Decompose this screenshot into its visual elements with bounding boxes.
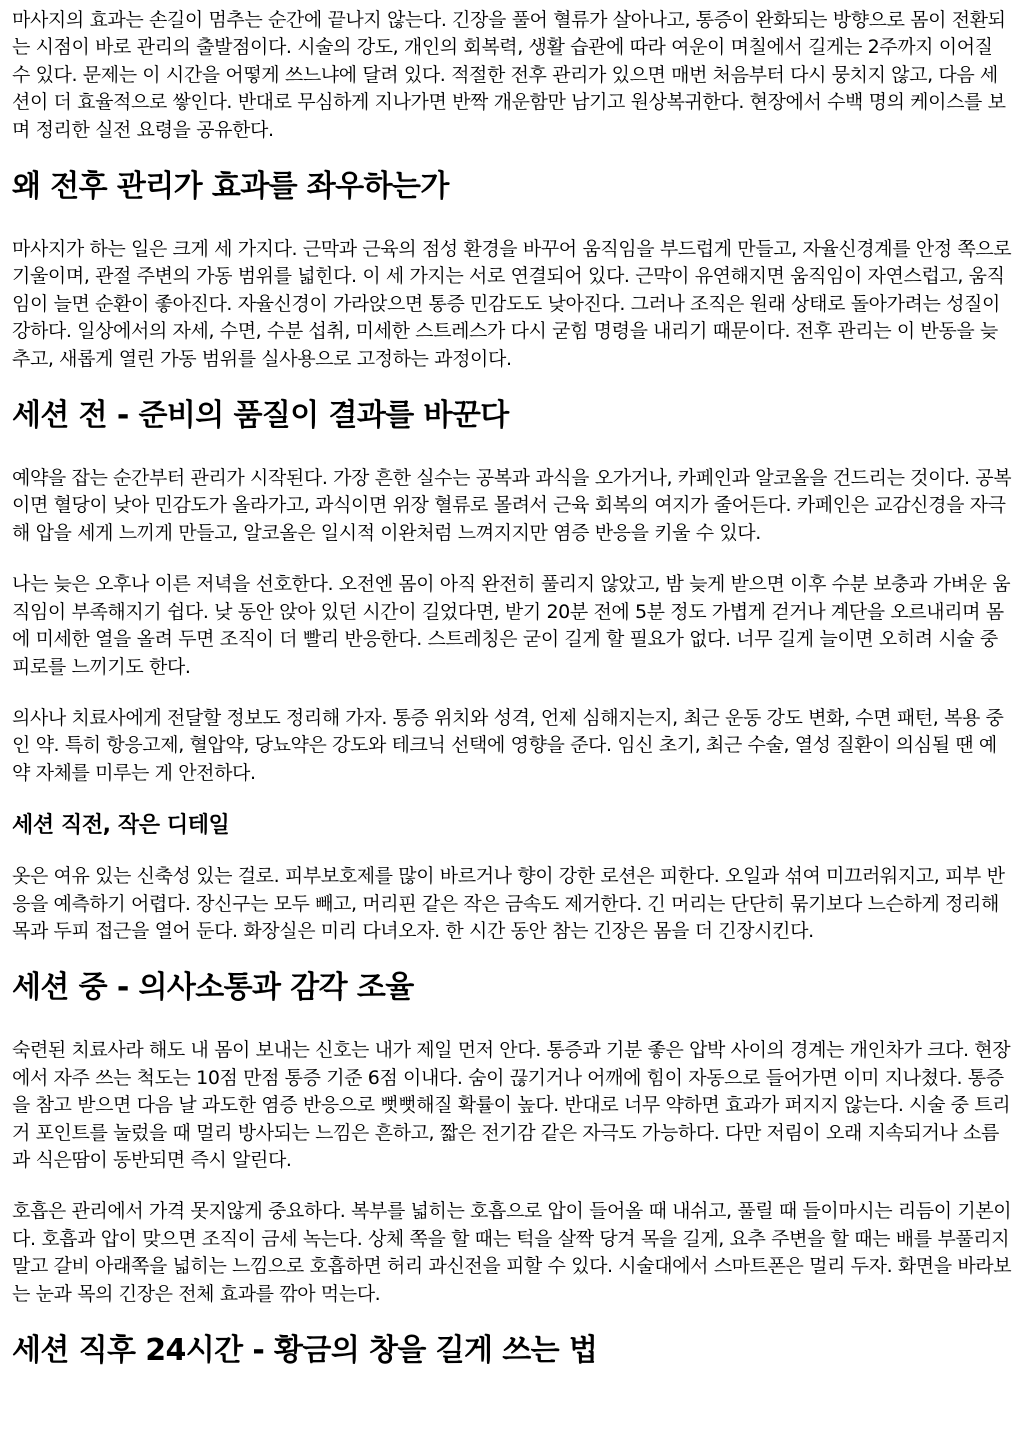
why-paragraph-1: 마사지가 하는 일은 크게 세 가지다. 근막과 근육의 점성 환경을 바꾸어 움직임을 부드럽게 만들고, 자율신경계를 안정 쪽으로 기울이며, 관절 주변의 가동 범위를 넓힌다. 이 세 가지는 서로 연결되어 있다. 근막이 유연해지면 움직임이 자연스럽고, 움직임이 늘면 순환이 좋아진다. 자율신경이 가라앉으면 통증 민감도도 낮아진다. 그러나 조직은 원래 상태로 돌아가려는 성질이 강하다. 일상에서의 자세, 수면, 수분 섭취, 미세한 스트레스가 다시 굳힘 명령을 내리기 때문이다. 전후 관리는 이 반동을 늦추고, 새롭게 열린 가동 범위를 실사용으로 고정하는 과정이다. <box>12 238 1012 370</box>
before-paragraph-3: 의사나 치료사에게 전달할 정보도 정리해 가자. 통증 위치와 성격, 언제 심해지는지, 최근 운동 강도 변화, 수면 패턴, 복용 중인 약. 특히 항응고제, 혈압약, 당뇨약은 강도와 테크닉 선택에 영향을 준다. 임신 초기, 최근 수술, 열성 질환이 의심될 땐 예약 자체를 미루는 게 안전하다. <box>12 706 1004 784</box>
heading-during: 세션 중 - 의사소통과 감각 조율 <box>12 970 414 1006</box>
heading-why: 왜 전후 관리가 효과를 좌우하는가 <box>12 169 449 205</box>
before-paragraph-1: 예약을 잡는 순간부터 관리가 시작된다. 가장 흔한 실수는 공복과 과식을 오가거나, 카페인과 알코올을 건드리는 것이다. 공복이면 혈당이 낮아 민감도가 올라가고, 과식이면 위장 혈류로 몰려서 근육 회복의 여지가 줄어든다. 카페인은 교감신경을 자극해 압을 세게 느끼게 만들고, 알코올은 일시적 이완처럼 느껴지지만 염증 반응을 키울 수 있다. <box>12 467 1012 544</box>
heading-before: 세션 전 - 준비의 품질이 결과를 바꾼다 <box>12 398 509 434</box>
during-paragraph-1: 숙련된 치료사라 해도 내 몸이 보내는 신호는 내가 제일 먼저 안다. 통증과 기분 좋은 압박 사이의 경계는 개인차가 크다. 현장에서 자주 쓰는 척도는 10점 만점 통증 기준 6점 이내다. 숨이 끊기거나 어깨에 힘이 자동으로 들어가면 이미 지나쳤다. 통증을 참고 받으면 다음 날 과도한 염증 반응으로 뻣뻣해질 확률이 높다. 반대로 너무 약하면 효과가 퍼지지 않는다. 시술 중 트리거 포인트를 눌렀을 때 멀리 방사되는 느낌은 흔하고, 짧은 전기감 같은 자극도 가능하다. 다만 저림이 오래 지속되거나 소름과 식은땀이 동반되면 즉시 알린다. <box>12 1039 1011 1171</box>
intro-paragraph: 마사지의 효과는 손길이 멈추는 순간에 끝나지 않는다. 긴장을 풀어 혈류가 살아나고, 통증이 완화되는 방향으로 몸이 전환되는 시점이 바로 관리의 출발점이다. 시술의 강도, 개인의 회복력, 생활 습관에 따라 여운이 며칠에서 길게는 2주까지 이어질 수 있다. 문제는 이 시간을 어떻게 쓰느냐에 달려 있다. 적절한 전후 관리가 있으면 매번 처음부터 다시 뭉치지 않고, 다음 세션이 더 효율적으로 쌓인다. 반대로 무심하게 지나가면 반짝 개운함만 남기고 원상복귀한다. 현장에서 수백 명의 케이스를 보며 정리한 실전 요령을 공유한다. <box>12 9 1006 141</box>
during-paragraph-2: 호흡은 관리에서 가격 못지않게 중요하다. 복부를 넓히는 호흡으로 압이 들어올 때 내쉬고, 풀릴 때 들이마시는 리듬이 기본이다. 호흡과 압이 맞으면 조직이 금세 녹는다. 상체 쪽을 할 때는 턱을 살짝 당겨 목을 길게, 요추 주변을 할 때는 배를 부풀리지 말고 갈비 아래쪽을 넓히는 느낌으로 호흡하면 허리 과신전을 피할 수 있다. 시술대에서 스마트폰은 멀리 두자. 화면을 바라보는 눈과 목의 긴장은 전체 효과를 깎아 먹는다. <box>12 1200 1012 1305</box>
just-before-paragraph-1: 옷은 여유 있는 신축성 있는 걸로. 피부보호제를 많이 바르거나 향이 강한 로션은 피한다. 오일과 섞여 미끄러워지고, 피부 반응을 예측하기 어렵다. 장신구는 모두 빼고, 머리핀 같은 작은 금속도 제거한다. 긴 머리는 단단히 묶기보다 느슨하게 정리해 목과 두피 접근을 열어 둔다. 화장실은 미리 다녀오자. 한 시간 동안 참는 긴장은 몸을 더 긴장시킨다. <box>12 865 1005 942</box>
heading-just-before: 세션 직전, 작은 디테일 <box>12 813 230 839</box>
heading-after: 세션 직후 24시간 - 황금의 창을 길게 쓰는 법 <box>12 1333 598 1368</box>
before-paragraph-2: 나는 늦은 오후나 이른 저녁을 선호한다. 오전엔 몸이 아직 완전히 풀리지 않았고, 밤 늦게 받으면 이후 수분 보충과 가벼운 움직임이 부족해지기 쉽다. 낮 동안 앉아 있던 시간이 길었다면, 받기 20분 전에 5분 정도 가볍게 걷거나 계단을 오르내리며 몸에 미세한 열을 올려 두면 조직이 더 빨리 반응한다. 스트레칭은 굳이 길게 할 필요가 없다. 너무 길게 늘이면 오히려 시술 중 피로를 느끼기도 한다. <box>12 573 1011 678</box>
